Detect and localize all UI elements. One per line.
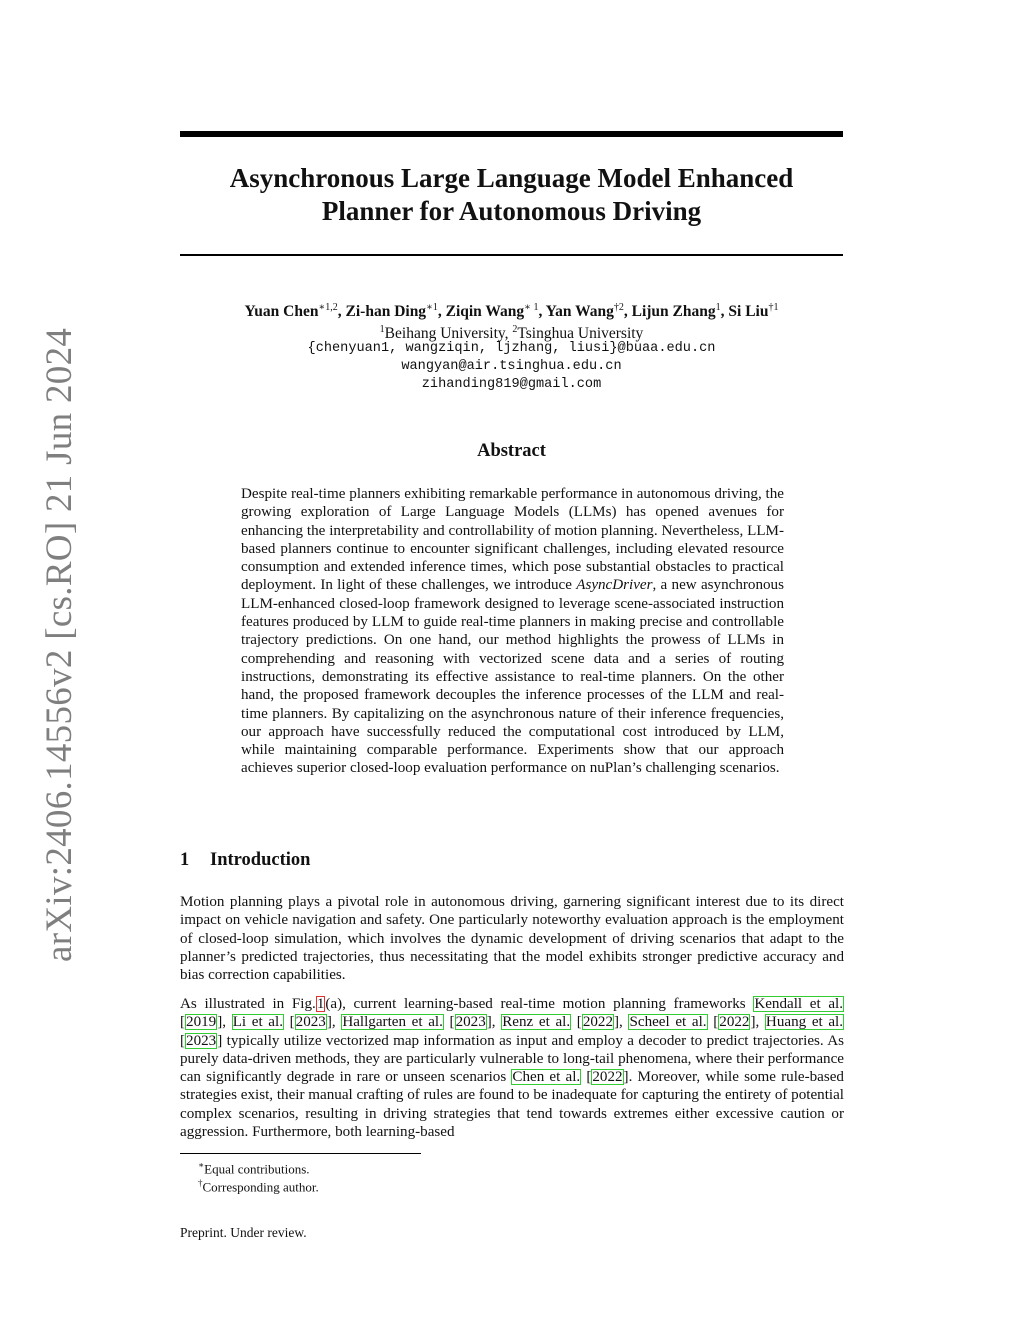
citation-link[interactable]: Scheel et al. [629,1014,707,1031]
citation-year-link[interactable]: 2023 [295,1014,326,1031]
citation-link[interactable]: Li et al. [232,1014,283,1031]
abstract-text: Despite real-time planners exhibiting remarkable performance in autonomous driving, the growing exploration of Large Language Models (LLMs) has opened avenues for enhancing the interpretability and controllability of motion planning. Nevertheless, LLM-based planners continue to encounter significant challenges, including elevated resource consumption and extended inference times, which pose substantial obstacles to practical deployment. In light of these challenges, we introduce [241,486,784,594]
author-name: Yan Wang [545,303,614,321]
footnote-mark: † [198,1178,203,1188]
arxiv-identifier-stamp: arXiv:2406.14556v2 [cs.RO] 21 Jun 2024 [39,327,80,962]
author-marks: †2 [613,302,624,313]
title-top-rule [180,131,843,137]
author-name: Lijun Zhang [631,303,716,321]
citation-year-link[interactable]: 2023 [186,1032,217,1049]
intro-paragraph-1: Motion planning plays a pivotal role in autonomous driving, garnering significant interest due to its direct impact on vehicle navigation and safety. One particularly noteworthy evaluation approach is the employment of closed-loop simulation, which involves the dynamic development of driving scenarios that adapt to the planner’s predicted trajectories, thus necessitating that the model exhibits stronger predictive accuracy and bias correction capabilities. [180,894,844,984]
citation-link[interactable]: Huang et al. [765,1014,844,1031]
section-title: Introduction [210,850,311,870]
affiliation-mark: 2 [512,324,518,335]
footnote-text: Corresponding author. [202,1179,319,1195]
email-line: wangyan@air.tsinghua.edu.cn [401,359,622,374]
affiliation-mark: 1 [379,324,385,335]
footnote [198,1175,319,1195]
abstract-body [241,485,784,778]
footnote-text: Equal contributions. [204,1161,310,1177]
title-bottom-rule [180,254,843,256]
abstract-text: , a new asynchronous LLM-enhanced closed-loop framework designed to leverage scene-associated instruction features produced by LLM to guide real-time planners in making precise and controllable trajectory predictions. On one hand, our method highlights the prowess of LLMs in comprehending and reasoning with vectorized scene data and a series of routing instructions, demonstrating its effective assistance to real-time planners. On the other hand, the proposed framework decouples the inference processes of the LLM and real-time planners. By capitalizing on the asynchronous nature of their inference frequencies, our approach have successfully reduced the computational cost introduced by LLM, while maintaining comparable performance. Experiments show that our approach achieves superior closed-loop evaluation performance on nuPlan’s challenging scenarios. [241,577,784,777]
paragraph-text: As illustrated in Fig. [180,996,316,1012]
abstract-heading: Abstract [477,441,546,461]
citation-link[interactable]: Chen et al. [512,1069,581,1086]
method-name: AsyncDriver [576,577,653,594]
paragraph-text: . Moreover, while some rule-based strategies exist, their manual crafting of rules are found to be inadequate for capturing the entirety of potential complex scenarios, resulting in driving strategies that tend towards extremes either excessive caution or aggression. Furthermore, both learning-based [180,1069,844,1141]
author-marks: ∗ 1 [524,302,539,313]
author-name: Zi-han Ding [345,303,427,321]
footnote-mark: ∗ [198,1160,205,1170]
citation-year-link[interactable]: 2022 [592,1069,623,1086]
affiliation-name: Beihang University, [384,325,513,343]
section-number: 1 [180,850,190,870]
author-list: Yuan Chen$^{∗1,2}$, Zi-han Ding$^{∗1}$, Ziqin Wang$^{∗ 1}$, Yan Wang$^{\dagger 2}$, Lijun Zhang$^1$, Si Liu$^{\dagger 1}$ [244,302,779,321]
author-marks: ∗1 [426,302,438,313]
preprint-note: Preprint. Under review. [180,1225,307,1240]
citation-link[interactable]: Renz et al. [502,1014,571,1031]
affiliation-name: Tsinghua University [517,325,644,343]
email-line: zihanding819@gmail.com [421,377,602,392]
email-line: {chenyuan1, wangziqin, ljzhang, liusi}@buaa.edu.cn [307,341,716,356]
intro-paragraph-2: As illustrated in Fig.1(a), current learning-based real-time motion planning frameworks Kendall et al. [2019], Li et al. [2023], Hallgarten et al. [2023], Renz et al. [2022], Scheel et al. [2022], Huang et al. [2023] typically utilize vectorized map information as input and employ a decoder to predict trajectories. As purely data-driven methods, they are particularly vulnerable to long-tail phenomena, where their performance can significantly degrade in rare or unseen scenarios Chen et al. [2022]. Moreover, while some rule-based strategies exist, their manual crafting of rules are found to be inadequate for capturing the entirety of potential complex scenarios, resulting in driving strategies that tend towards extremes either excessive caution or aggression. Furthermore, both learning-based [180,996,844,1141]
section-heading [180,850,310,871]
citation-year-link[interactable]: 2022 [582,1014,613,1031]
author-marks: 1 [715,302,721,313]
title-line-1: Asynchronous Large Language Model Enhanced [229,163,794,193]
citation-year-link[interactable]: 2023 [455,1014,486,1031]
author-name: Yuan Chen [244,303,319,321]
citation-link[interactable]: Kendall et al. [754,996,844,1012]
footnote-rule [180,1153,421,1154]
paper-title [180,162,843,228]
author-name: Si Liu [728,303,769,321]
author-marks: ∗1,2 [318,302,338,313]
paragraph-text: (a), current learning-based real-time motion planning frameworks [325,996,754,1012]
paragraph-text: typically utilize vectorized map information as input and employ a decoder to predict trajectories. As purely data-driven methods, they are particularly vulnerable to long-tail phenomena, where their performance can significantly degrade in rare or unseen scenarios [180,1032,844,1086]
figure-reference-link[interactable]: 1 [316,996,325,1012]
author-marks: †1 [768,302,779,313]
citation-year-link[interactable]: 2022 [719,1014,750,1031]
citation-link[interactable]: Hallgarten et al. [342,1014,443,1031]
citation-year-link[interactable]: 2019 [186,1014,217,1031]
author-name: Ziqin Wang [445,303,525,321]
title-line-2: Planner for Autonomous Driving [321,196,702,226]
